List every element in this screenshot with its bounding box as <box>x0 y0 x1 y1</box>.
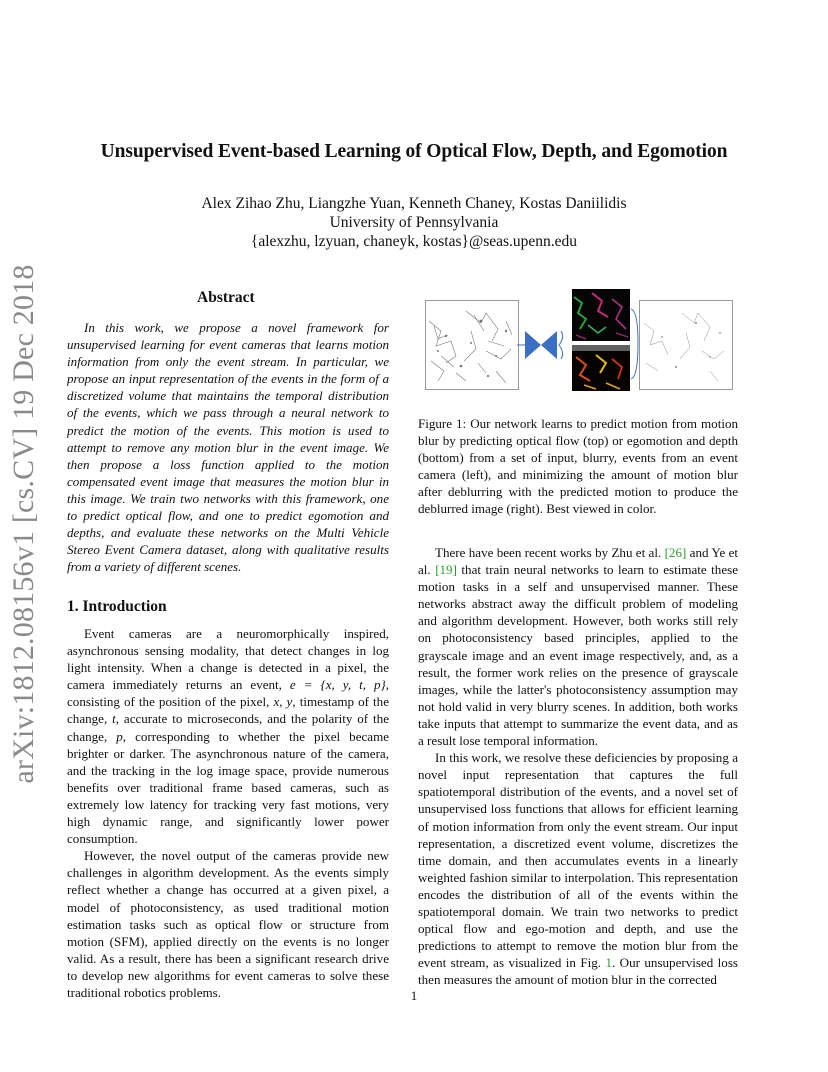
egomotion-depth-prediction-image <box>572 345 630 391</box>
optical-flow-prediction-image <box>572 289 630 341</box>
figure-1 <box>425 287 739 399</box>
arxiv-identifier: arXiv:1812.08156v1 [cs.CV] 19 Dec 2018 <box>7 263 40 784</box>
citation-link[interactable]: [26] <box>664 545 687 560</box>
intro-paragraph-2: However, the novel output of the cameras provide new challenges in algorithm development. As the events simply reflect whether a change has occurred at a given pixel, a model of photoconsistency, as used traditional motion estimation tasks such as optical flow or structure from motion (SFM), applied directly on the events is no longer valid. As a result, there has been a significant research drive to develop new algorithms for event cameras to solve these traditional robotics problems. <box>67 848 389 1000</box>
author-emails: {alexzhu, lzyuan, chaneyk, kostas}@seas.upenn.edu <box>250 233 578 250</box>
page-number: 1 <box>410 988 418 1003</box>
author-list: Alex Zihao Zhu, Liangzhe Yuan, Kenneth Chaney, Kostas Daniilidis <box>201 195 627 212</box>
introduction-body <box>67 625 389 1001</box>
intro-paragraph-1: Event cameras are a neuromorphically inspired, asynchronous sensing modality, that detect changes in log light intensity. When a change is detected in a pixel, the camera immediately returns an event, e = {x, y, t, p}, consisting of the position of the pixel, x, y, timestamp of the change, t, accurate to microseconds, and the polarity of the change, p, corresponding to whether the pixel became brighter or darker. The asynchronous nature of the camera, and the tracking in the log image space, provide numerous benefits over traditional frame based cameras, such as extremely low latency for tracking very fast motions, very high dynamic range, and significantly lower power consumption. <box>67 626 390 847</box>
right-paragraph-1: There have been recent works by Zhu et al. [26] and Ye et al. [19] that train neural networks to learn to estimate these motion tasks in a self and unsupervised manner. These networks abstract away the difficult problem of modeling and algorithm development. However, both works still rely on photoconsistency based principles, applied to the grayscale image and an event image respectively, and, as a result, the former work relies on the presence of grayscale images, while the latter's photoconsistency assumption may not hold valid in very blurry scenes. In addition, both works take inputs that attempt to summarize the event data, and as a result lose temporal information. <box>418 545 738 749</box>
paper-title: Unsupervised Event-based Learning of Optical Flow, Depth, and Egomotion <box>100 141 728 162</box>
event-tuple-math: e = {x, y, t, p} <box>289 677 386 693</box>
abstract-heading: Abstract <box>197 289 255 306</box>
input-blurry-events-image <box>425 300 519 390</box>
right-paragraph-2: In this work, we resolve these deficiencies by proposing a novel input representation that captures the full spatiotemporal distribution of the events, and a novel set of unsupervised loss functions that allows for efficient learning of motion information from only the event stream. Our input representation, a discretized event volume, discretizes the time domain, and then accumulates events in a linearly weighted fashion similar to interpolation. This representation encodes the distribution of all of the events within the spatiotemporal domain. We train two networks to predict optical flow and ego-motion and depth, and use the predictions to attempt to remove the motion blur from the event stream, as visualized in Fig. 1. Our unsupervised loss then measures the amount of motion blur in the corrected <box>418 750 738 988</box>
section-heading-introduction: 1. Introduction <box>67 598 167 615</box>
network-bowtie-icon <box>517 327 567 363</box>
deblurred-output-image <box>639 300 733 390</box>
abstract-text: In this work, we propose a novel framework for unsupervised learning for event cameras that learns motion information from only the event stream. In particular, we propose an input representation of the events in the form of a discretized volume that maintains the temporal distribution of the events, which we pass through a neural network to predict the motion of the events. This motion is used to attempt to remove any motion blur in the event image. We then propose a loss function applied to the motion compensated event image that measures the motion blur in this image. We train two networks with this framework, one to predict optical flow, and one to predict egomotion and depths, and evaluate these networks on the Multi Vehicle Stereo Event Camera dataset, along with qualitative results from a variety of different scenes. <box>67 320 389 575</box>
figure-reference-link[interactable]: 1 <box>605 955 612 971</box>
abstract-body <box>67 319 389 575</box>
affiliation: University of Pennsylvania <box>329 214 499 231</box>
figure-1-caption: Figure 1: Our network learns to predict motion from motion blur by predicting optical flow (top) or egomotion and depth (bottom) from a set of input, blurry, events from an event camera (left), and minimizing the amount of motion blur after deblurring with the predicted motion to produce the deblurred image (right). Best viewed in color. <box>418 416 738 517</box>
right-column-body <box>418 544 738 988</box>
citation-link[interactable]: [19] <box>435 562 457 578</box>
arxiv-side-label <box>4 263 44 784</box>
